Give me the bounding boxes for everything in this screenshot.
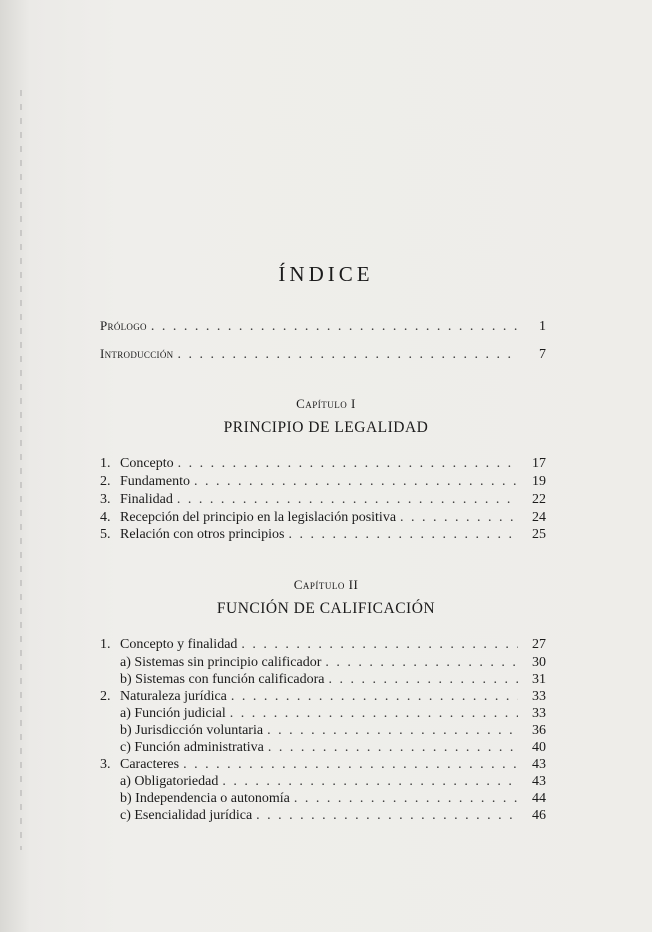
entry-label: b) Jurisdicción voluntaria	[120, 723, 264, 738]
entry-page: 27	[532, 637, 546, 652]
chapter-2-title: FUNCIÓN DE CALIFICACIÓN	[216, 600, 436, 617]
toc-subentry	[100, 672, 546, 690]
entry-label: c) Función administrativa	[120, 740, 264, 755]
entry-label: c) Esencialidad jurídica	[120, 808, 253, 823]
toc-subentry	[100, 655, 546, 673]
chapter-2-label: Capítulo II	[293, 577, 359, 592]
toc-entry	[100, 492, 546, 510]
entry-number: 2.	[100, 689, 111, 704]
entry-page: 19	[532, 474, 546, 489]
leader-dots	[177, 492, 518, 508]
entry-page: 43	[532, 757, 546, 772]
entry-page: 30	[532, 655, 546, 670]
entry-label: a) Sistemas sin principio calificador	[120, 655, 322, 670]
leader-dots	[231, 689, 518, 705]
chapter-1-title: PRINCIPIO DE LEGALIDAD	[223, 419, 429, 436]
entry-label: Caracteres	[120, 757, 180, 772]
entry-number: 5.	[100, 527, 111, 542]
entry-page: 33	[532, 689, 546, 704]
leader-dots	[328, 672, 518, 688]
entry-label: Concepto	[120, 456, 174, 471]
toc-subentry	[100, 706, 546, 724]
entry-page: 43	[532, 774, 546, 789]
toc-subentry	[100, 791, 546, 809]
entry-label: Naturaleza jurídica	[120, 689, 227, 704]
entry-page: 24	[532, 510, 546, 525]
entry-label: Relación con otros principios	[120, 527, 285, 542]
entry-page: 40	[532, 740, 546, 755]
entry-page: 7	[539, 347, 546, 362]
toc-subentry	[100, 774, 546, 792]
toc-entry	[100, 689, 546, 707]
toc-entry-prologo	[100, 318, 546, 336]
index-title: ÍNDICE	[278, 262, 374, 286]
toc-entry	[100, 474, 546, 492]
toc-subentry	[100, 723, 546, 741]
entry-label: Prólogo	[100, 318, 147, 333]
entry-label: Concepto y finalidad	[120, 637, 238, 652]
entry-page: 31	[532, 672, 546, 687]
entry-number: 1.	[100, 637, 111, 652]
leader-dots	[194, 474, 518, 490]
entry-number: 3.	[100, 757, 111, 772]
entry-page: 17	[532, 456, 546, 471]
leader-dots	[178, 456, 518, 472]
leader-dots	[177, 347, 518, 363]
entry-page: 22	[532, 492, 546, 507]
toc-entry	[100, 757, 546, 775]
leader-dots	[268, 740, 518, 756]
entry-label: Recepción del principio en la legislación positiva	[120, 510, 397, 525]
entry-label: Finalidad	[120, 492, 173, 507]
entry-page: 36	[532, 723, 546, 738]
toc-entry	[100, 527, 546, 545]
entry-number: 3.	[100, 492, 111, 507]
leader-dots	[222, 774, 518, 790]
entry-page: 1	[539, 319, 546, 334]
chapter-1-label: Capítulo I	[296, 396, 356, 411]
leader-dots	[256, 808, 518, 824]
entry-number: 2.	[100, 474, 111, 489]
leader-dots	[230, 706, 518, 722]
leader-dots	[325, 655, 518, 671]
toc-subentry	[100, 808, 546, 826]
toc-entry	[100, 510, 546, 528]
entry-label: b) Sistemas con función calificadora	[120, 672, 325, 687]
entry-label: a) Función judicial	[120, 706, 226, 721]
entry-page: 46	[532, 808, 546, 823]
entry-page: 33	[532, 706, 546, 721]
toc-subentry	[100, 740, 546, 758]
entry-label: Introducción	[100, 346, 174, 361]
leader-dots	[151, 319, 518, 335]
toc-entry-introduccion	[100, 346, 546, 364]
entry-label: a) Obligatoriedad	[120, 774, 219, 789]
leader-dots	[294, 791, 518, 807]
entry-label: Fundamento	[120, 474, 190, 489]
entry-page: 25	[532, 527, 546, 542]
page-edge-shadow	[20, 90, 22, 850]
toc-entry	[100, 637, 546, 655]
entry-label: b) Independencia o autonomía	[120, 791, 290, 806]
leader-dots	[288, 527, 518, 543]
leader-dots	[400, 510, 518, 526]
entry-number: 4.	[100, 510, 111, 525]
entry-number: 1.	[100, 456, 111, 471]
leader-dots	[241, 637, 518, 653]
leader-dots	[183, 757, 518, 773]
entry-page: 44	[532, 791, 546, 806]
leader-dots	[267, 723, 518, 739]
toc-entry	[100, 456, 546, 474]
